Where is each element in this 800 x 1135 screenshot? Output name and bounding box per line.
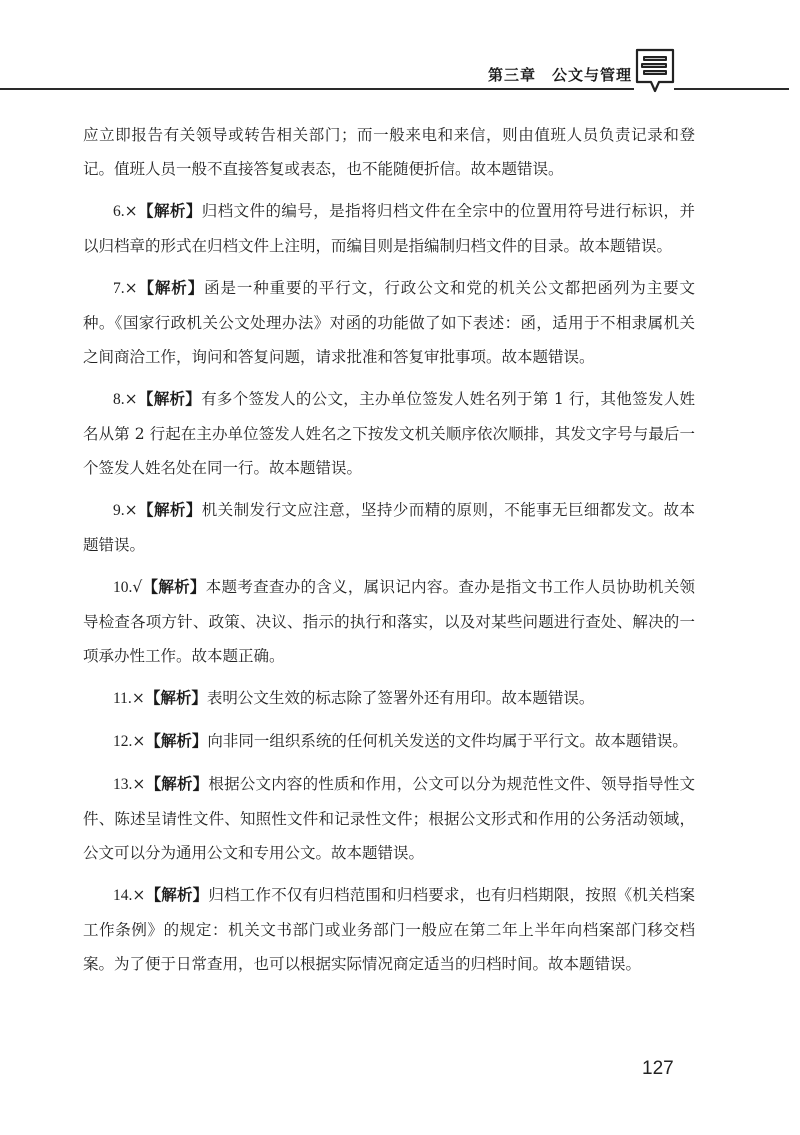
item-number: 11. xyxy=(113,690,132,707)
header-rule xyxy=(0,88,634,90)
item-number: 9. xyxy=(113,502,125,519)
item-number: 13. xyxy=(113,776,133,793)
answer-mark: × xyxy=(124,279,138,297)
paragraph-text: 向非同一组织系统的任何机关发送的文件均属于平行文。故本题错误。 xyxy=(207,732,688,750)
item-number: 8. xyxy=(113,391,125,408)
answer-item-8 xyxy=(83,382,695,485)
answer-mark: × xyxy=(132,775,146,793)
paragraph-text: 表明公文生效的标志除了签署外还有用印。故本题错误。 xyxy=(206,689,595,707)
paragraph-text: 有多个签发人的公文，主办单位签发人姓名列于第 1 行，其他签发人姓名从第 2 行起在主办单位签发人姓名之下按发文机关顺序依次顺排，其发文字号与最后一个签发人姓名处在同一行。故本题错误。 xyxy=(83,390,695,477)
answer-item-12 xyxy=(83,724,695,759)
answer-mark: × xyxy=(124,202,138,220)
paragraph-continuation xyxy=(83,118,695,186)
analysis-tag: 【解析】 xyxy=(145,775,209,793)
page-number: 127 xyxy=(642,1058,674,1079)
paragraph-text: 根据公文内容的性质和作用，公文可以分为规范性文件、领导指导性文件、陈述呈请性文件、知照性文件和记录性文件；根据公文形式和作用的公务活动领域，公文可以分为通用公文和专用公文。故本题错误。 xyxy=(83,775,695,862)
item-number: 6. xyxy=(113,203,125,220)
header-rule-right xyxy=(674,88,789,90)
analysis-tag: 【解析】 xyxy=(137,390,202,408)
item-number: 12. xyxy=(113,733,133,750)
analysis-tag: 【解析】 xyxy=(142,578,206,596)
item-number: 10. xyxy=(113,579,133,596)
analysis-tag: 【解析】 xyxy=(144,689,207,707)
item-number: 7. xyxy=(113,280,125,297)
answer-mark: × xyxy=(124,390,138,408)
answer-mark: √ xyxy=(132,578,143,596)
analysis-tag: 【解析】 xyxy=(145,732,208,750)
analysis-tag: 【解析】 xyxy=(145,886,209,904)
answer-item-11 xyxy=(83,681,695,716)
paragraph-text: 归档文件的编号，是指将归档文件在全宗中的位置用符号进行标识，并以归档章的形式在归档文件上注明，而编目则是指编制归档文件的目录。故本题错误。 xyxy=(83,202,695,255)
answer-explanations xyxy=(83,118,695,989)
paragraph-text: 本题考查查办的含义，属识记内容。查办是指文书工作人员协助机关领导检查各项方针、政策、决议、指示的执行和落实，以及对某些问题进行查处、解决的一项承办性工作。故本题正确。 xyxy=(83,578,695,665)
paragraph-text: 归档工作不仅有归档范围和归档要求，也有归档期限，按照《机关档案工作条例》的规定：机关文书部门或业务部门一般应在第二年上半年向档案部门移交档案。为了便于日常查用，也可以根据实际情况商定适当的归档时间。故本题错误。 xyxy=(83,886,695,973)
paragraph-text: 应立即报告有关领导或转告相关部门；而一般来电和来信，则由值班人员负责记录和登记。值班人员一般不直接答复或表态，也不能随便折信。故本题错误。 xyxy=(83,126,695,178)
chapter-title: 第三章 公文与管理 xyxy=(487,66,632,84)
answer-mark: × xyxy=(124,501,138,519)
answer-item-14 xyxy=(83,878,695,981)
answer-item-9 xyxy=(83,493,695,562)
answer-mark: × xyxy=(132,732,146,750)
analysis-tag: 【解析】 xyxy=(137,279,205,297)
answer-mark: × xyxy=(132,886,146,904)
paragraph-text: 函是一种重要的平行文，行政公文和党的机关公文都把函列为主要文种。《国家行政机关公文处理办法》对函的功能做了如下表述：函，适用于不相隶属机关之间商洽工作，询问和答复问题，请求批准和答复审批事项。故本题错误。 xyxy=(83,279,695,366)
page-header xyxy=(0,0,800,100)
analysis-tag: 【解析】 xyxy=(137,501,202,519)
answer-mark: × xyxy=(131,689,145,707)
answer-item-13 xyxy=(83,767,695,870)
item-number: 14. xyxy=(113,887,133,904)
answer-item-6 xyxy=(83,194,695,263)
books-icon-graphic xyxy=(634,46,676,94)
analysis-tag: 【解析】 xyxy=(137,202,202,220)
answer-item-7 xyxy=(83,271,695,374)
paragraph-text: 机关制发行文应注意，坚持少而精的原则，不能事无巨细都发文。故本题错误。 xyxy=(83,501,695,554)
answer-item-10 xyxy=(83,570,695,673)
books-icon xyxy=(634,46,676,94)
